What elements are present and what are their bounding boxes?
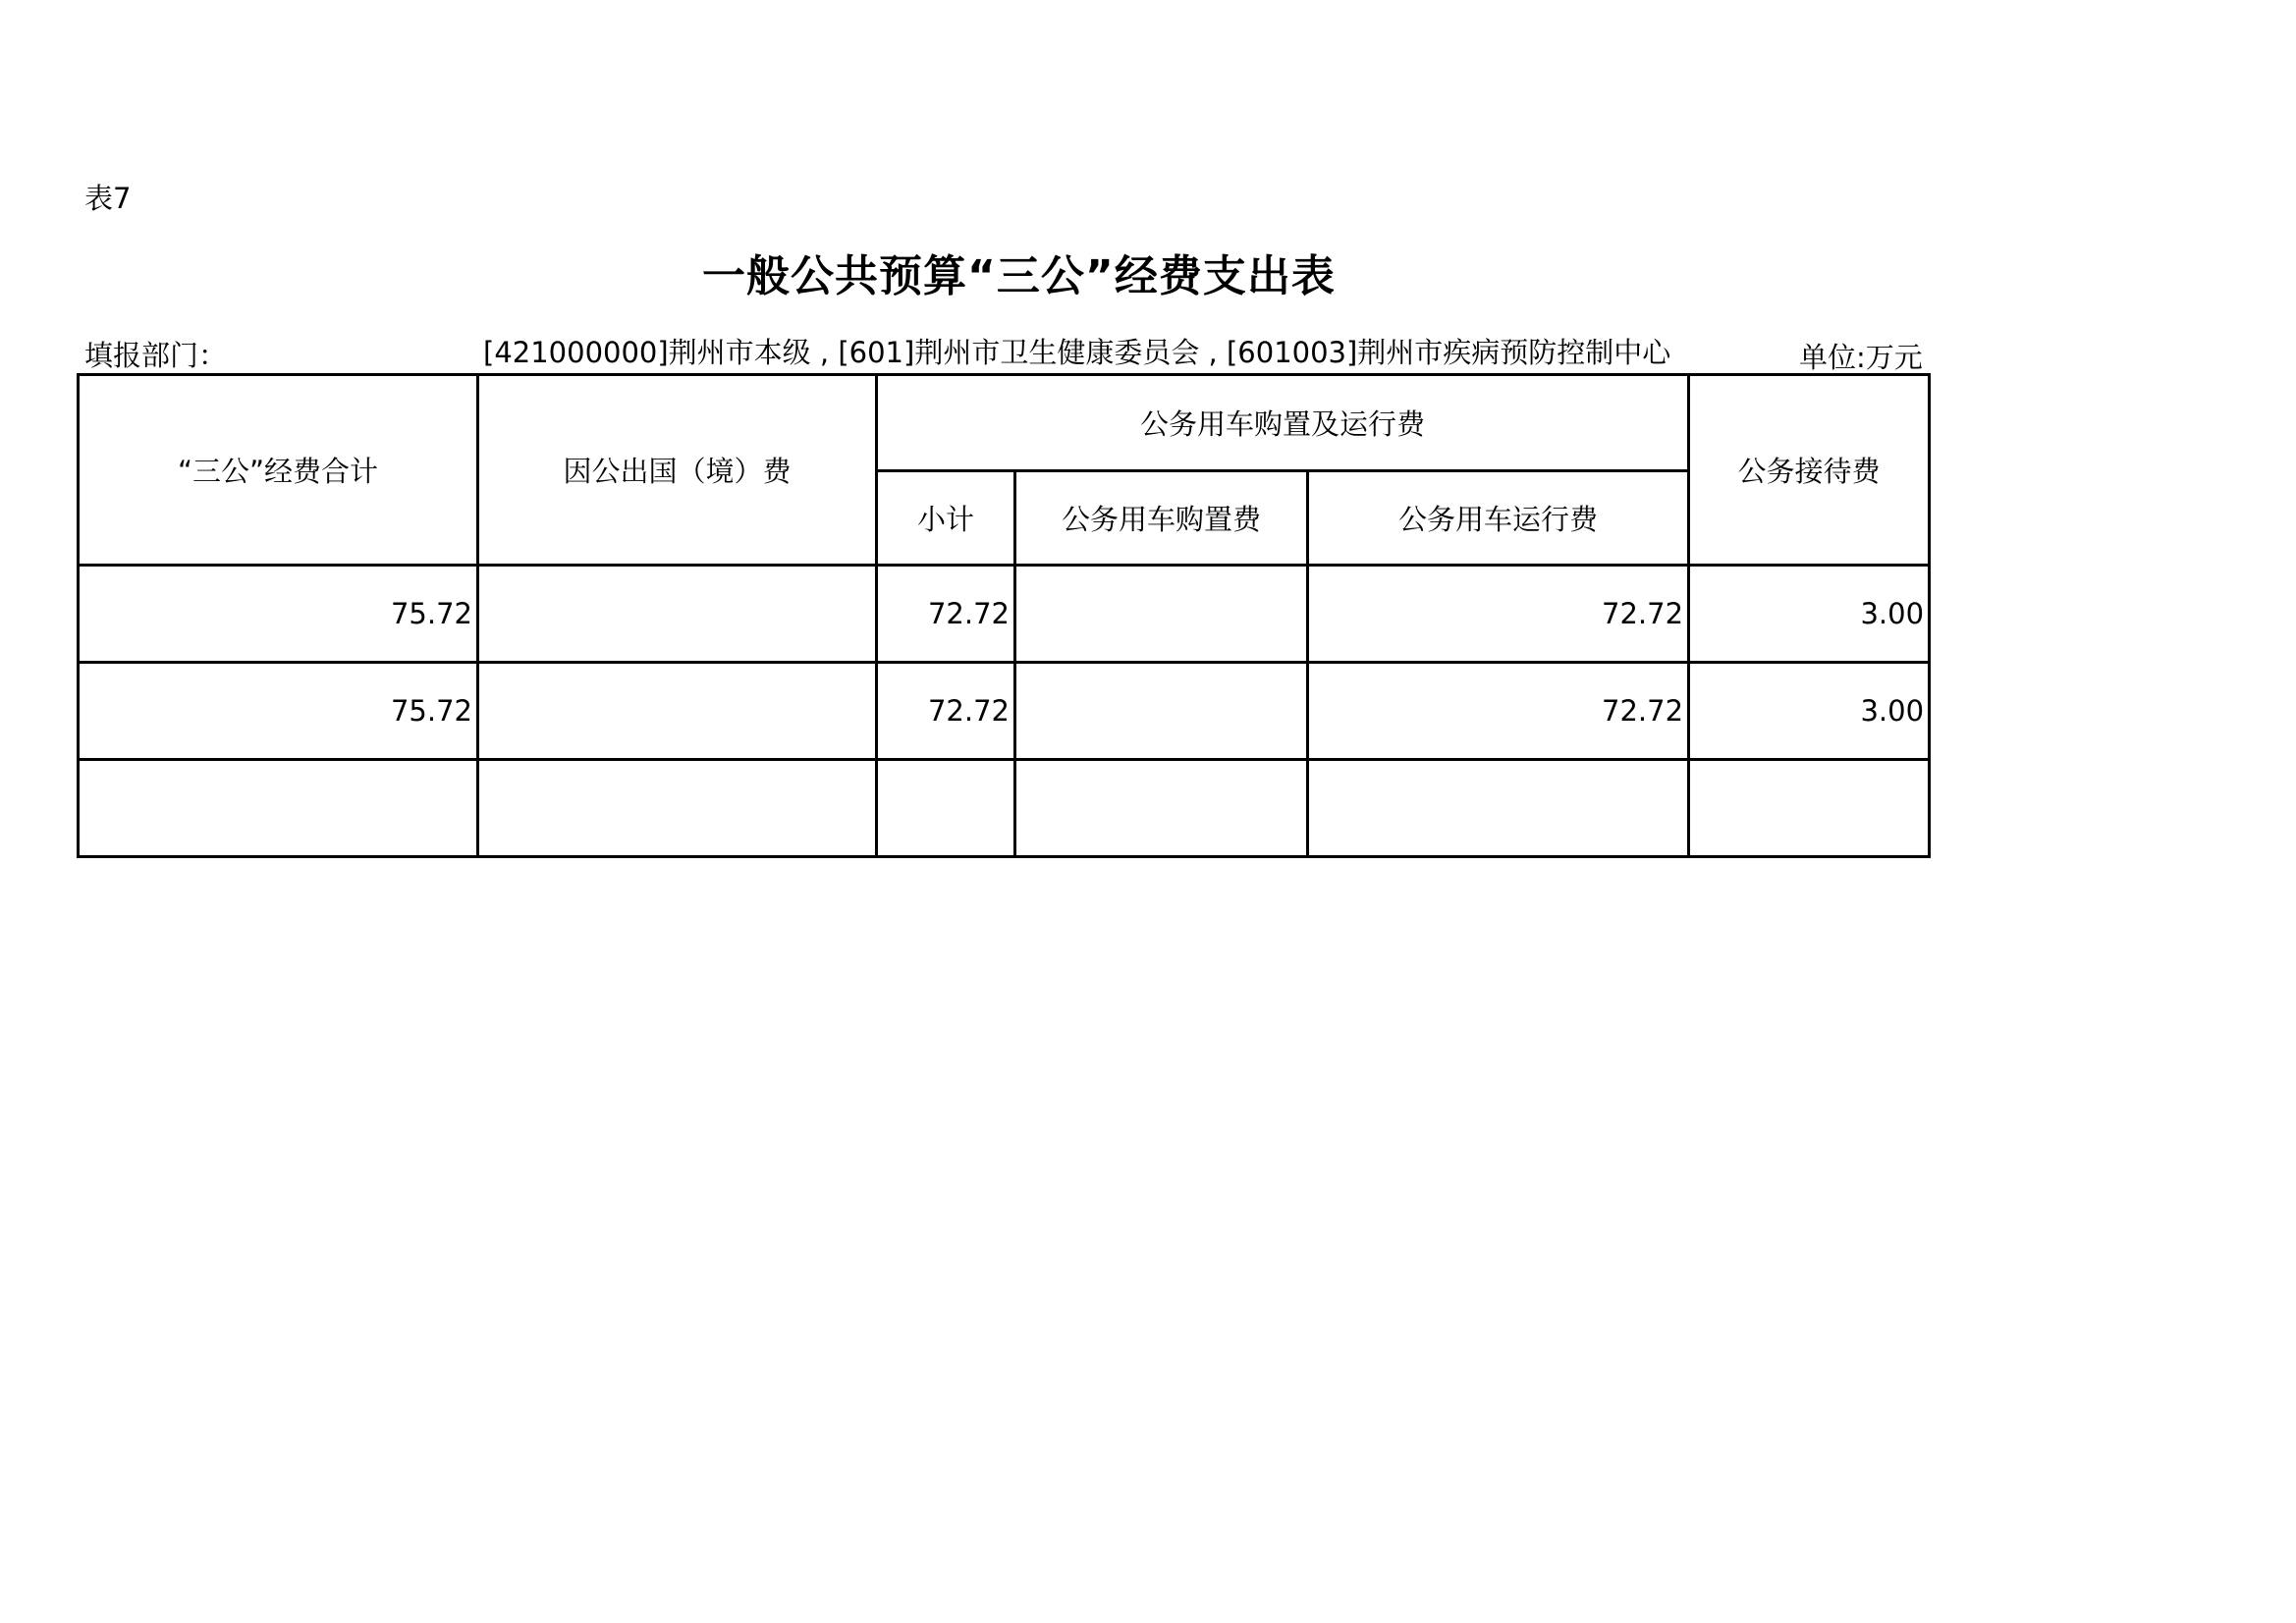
cell-total: 75.72 [79,663,478,760]
cell-vehicle-purchase [1015,663,1308,760]
cell-vehicle-operation: 72.72 [1308,566,1689,663]
header-vehicle-group: 公务用车购置及运行费 [877,375,1689,471]
cell-vehicle-purchase [1015,566,1308,663]
cell-subtotal: 72.72 [877,663,1015,760]
header-abroad: 因公出国（境）费 [478,375,877,566]
cell-vehicle-operation: 72.72 [1308,663,1689,760]
table-row [79,566,1930,663]
table-row [79,760,1930,857]
header-vehicle-purchase: 公务用车购置费 [1015,471,1308,566]
cell-reception [1689,760,1930,857]
unit-label: 单位:万元 [1799,341,1923,374]
page-title: 一般公共预算“三公”经费支出表 [702,251,1336,301]
cell-subtotal [877,760,1015,857]
cell-subtotal: 72.72 [877,566,1015,663]
cell-abroad [478,760,877,857]
dept-label: 填报部门： [84,339,228,372]
header-reception: 公务接待费 [1689,375,1930,566]
table-number: 表7 [84,182,132,215]
header-vehicle-operation: 公务用车运行费 [1308,471,1689,566]
header-subtotal: 小计 [877,471,1015,566]
cell-total [79,760,478,857]
cell-reception: 3.00 [1689,663,1930,760]
header-total: “三公”经费合计 [79,375,478,566]
dept-value: [421000000]荆州市本级 , [601]荆州市卫生健康委员会 , [601003]荆州市疾病预防控制中心 [483,336,1671,369]
table-row [79,663,1930,760]
cell-reception: 3.00 [1689,566,1930,663]
expense-table [77,373,1931,858]
cell-vehicle-purchase [1015,760,1308,857]
cell-vehicle-operation [1308,760,1689,857]
cell-abroad [478,566,877,663]
header-row-1 [79,375,1930,471]
cell-abroad [478,663,877,760]
cell-total: 75.72 [79,566,478,663]
